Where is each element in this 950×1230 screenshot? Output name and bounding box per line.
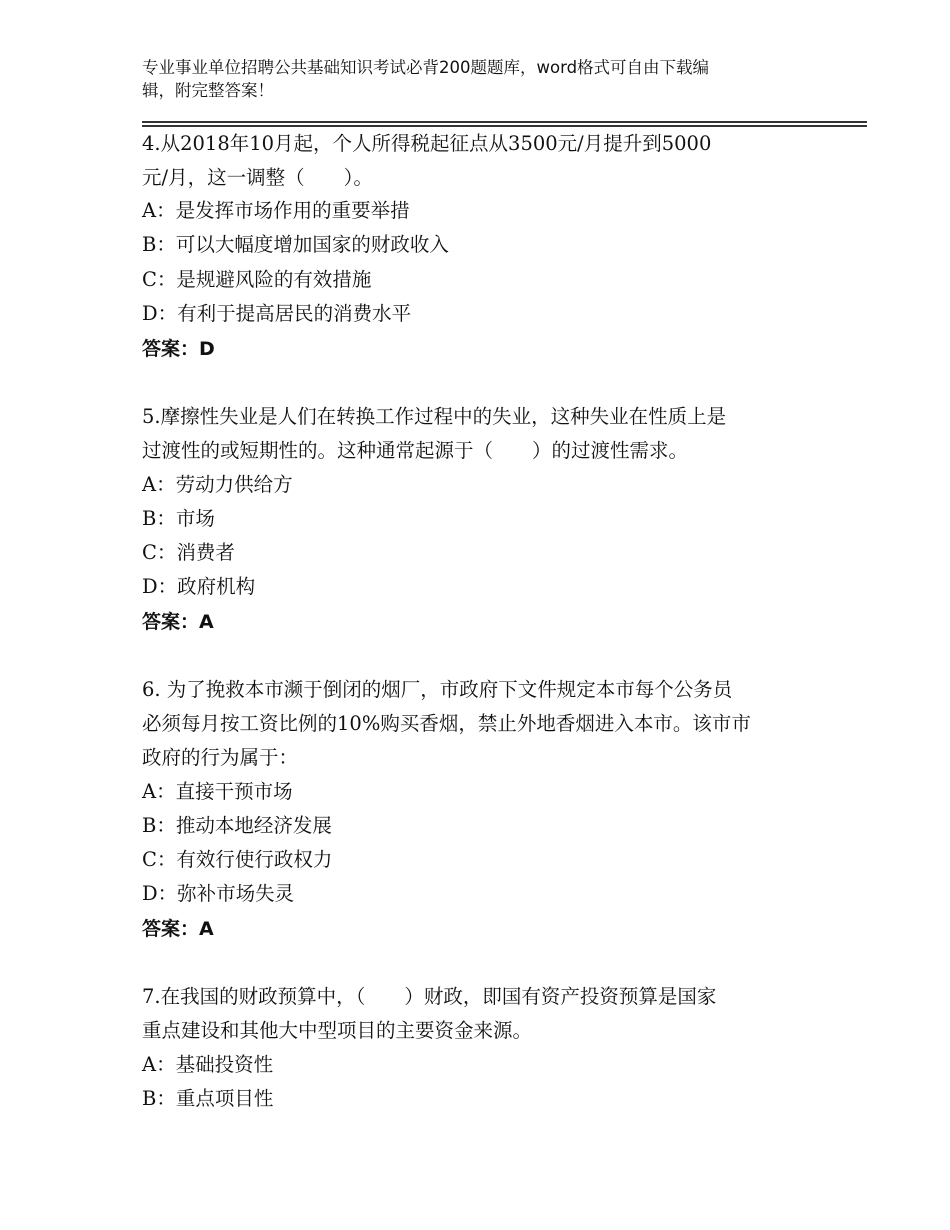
- question-5-stem-line-2: 过渡性的或短期性的。这种通常起源于（ ）的过渡性需求。: [142, 439, 689, 462]
- question-5-option-c: C：消费者: [142, 541, 235, 564]
- question-6-option-a: A：直接干预市场: [142, 780, 293, 803]
- question-6-stem-line-1: 6. 为了挽救本市濒于倒闭的烟厂，市政府下文件规定本市每个公务员: [142, 678, 733, 701]
- question-4-stem-line-1: 4.从2018年10月起，个人所得税起征点从3500元/月提升到5000: [142, 132, 712, 155]
- question-7-stem-line-2: 重点建设和其他大中型项目的主要资金来源。: [142, 1019, 533, 1042]
- question-4-option-b: B：可以大幅度增加国家的财政收入: [142, 233, 449, 256]
- question-7-option-a: A：基础投资性: [142, 1053, 274, 1076]
- question-5-option-a: A：劳动力供给方: [142, 473, 293, 496]
- question-6-option-d: D：弥补市场失灵: [142, 882, 295, 905]
- question-6-stem-line-3: 政府的行为属于：: [142, 746, 299, 769]
- question-4-answer: 答案：D: [142, 338, 215, 360]
- question-5-option-b: B：市场: [142, 507, 215, 530]
- question-6-stem-line-2: 必须每月按工资比例的10%购买香烟，禁止外地香烟进入本市。该市市: [142, 712, 751, 735]
- question-5-option-d: D：政府机构: [142, 575, 256, 598]
- question-4-option-c: C：是规避风险的有效措施: [142, 268, 372, 291]
- question-6-option-b: B：推动本地经济发展: [142, 814, 332, 837]
- question-4-stem-line-2: 元/月，这一调整（ ）。: [142, 166, 373, 189]
- question-4-option-a: A：是发挥市场作用的重要举措: [142, 199, 410, 222]
- question-6-option-c: C：有效行使行政权力: [142, 848, 333, 871]
- header-divider-top: [142, 121, 867, 123]
- header-line-1: 专业事业单位招聘公共基础知识考试必背200题题库，word格式可自由下载编: [142, 58, 710, 77]
- question-5-stem-line-1: 5.摩擦性失业是人们在转换工作过程中的失业，这种失业在性质上是: [142, 405, 727, 428]
- header-divider-bottom: [142, 125, 867, 127]
- question-4-option-d: D：有利于提高居民的消费水平: [142, 302, 412, 325]
- question-7-stem-line-1: 7.在我国的财政预算中，（ ）财政，即国有资产投资预算是国家: [142, 985, 717, 1008]
- question-5-answer: 答案：A: [142, 611, 214, 633]
- question-7-option-b: B：重点项目性: [142, 1087, 274, 1110]
- question-6-answer: 答案：A: [142, 918, 214, 940]
- header-line-2: 辑，附完整答案！: [142, 81, 274, 100]
- document-header: [142, 56, 792, 102]
